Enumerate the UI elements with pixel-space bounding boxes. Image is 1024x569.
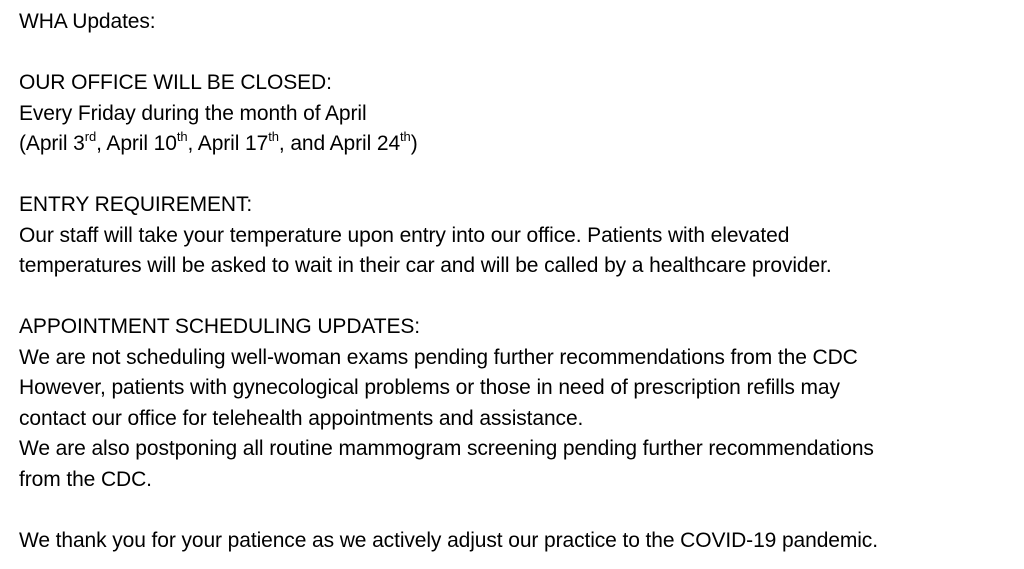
appointments-title: APPOINTMENT SCHEDULING UPDATES: xyxy=(19,315,421,338)
closure-date-1: April 3 xyxy=(25,132,85,155)
closure-title: OUR OFFICE WILL BE CLOSED: xyxy=(19,71,332,94)
spacer xyxy=(19,160,1009,191)
closure-date-3: April 17 xyxy=(197,132,269,155)
closure-date-4: April 24 xyxy=(329,132,401,155)
spacer xyxy=(19,38,1009,69)
closure-date-2: April 10 xyxy=(106,132,177,155)
closure-date-2-suffix: th xyxy=(176,129,188,144)
closure-dates-open: ( xyxy=(19,132,26,155)
closing-line: We thank you for your patience as we actively adjust our practice to the COVID-19 pandemic. xyxy=(19,528,878,552)
appointments-line: We are also postponing all routine mammogram screening pending further recommendations xyxy=(19,437,874,460)
notice-heading: WHA Updates: xyxy=(19,10,156,33)
appointments-line: from the CDC. xyxy=(19,467,152,491)
entry-line: temperatures will be asked to wait in their car and will be called by a healthcare provider. xyxy=(19,254,832,277)
closure-dates xyxy=(19,129,1009,160)
closure-dates-sep-1: , xyxy=(96,132,107,155)
closure-dates-sep-2: , xyxy=(187,132,198,155)
notice-document xyxy=(19,7,1009,556)
appointments-line: contact our office for telehealth appointments and assistance. xyxy=(19,406,584,430)
entry-title: ENTRY REQUIREMENT: xyxy=(19,193,253,216)
spacer xyxy=(19,282,1009,313)
closure-date-3-suffix: th xyxy=(268,129,279,144)
appointments-line: However, patients with gynecological problems or those in need of prescription refills may xyxy=(19,376,840,399)
closure-date-4-suffix: th xyxy=(400,129,411,144)
spacer xyxy=(19,495,1009,526)
closure-dates-close: ) xyxy=(410,132,418,155)
appointments-line: We are not scheduling well-woman exams pending further recommendations from the CDC xyxy=(19,345,858,369)
closure-dates-sep-3: , and xyxy=(278,132,330,155)
closure-line: Every Friday during the month of April xyxy=(19,101,367,125)
entry-line: Our staff will take your temperature upon entry into our office. Patients with elevated xyxy=(19,223,790,247)
closure-date-1-suffix: rd xyxy=(84,129,97,144)
